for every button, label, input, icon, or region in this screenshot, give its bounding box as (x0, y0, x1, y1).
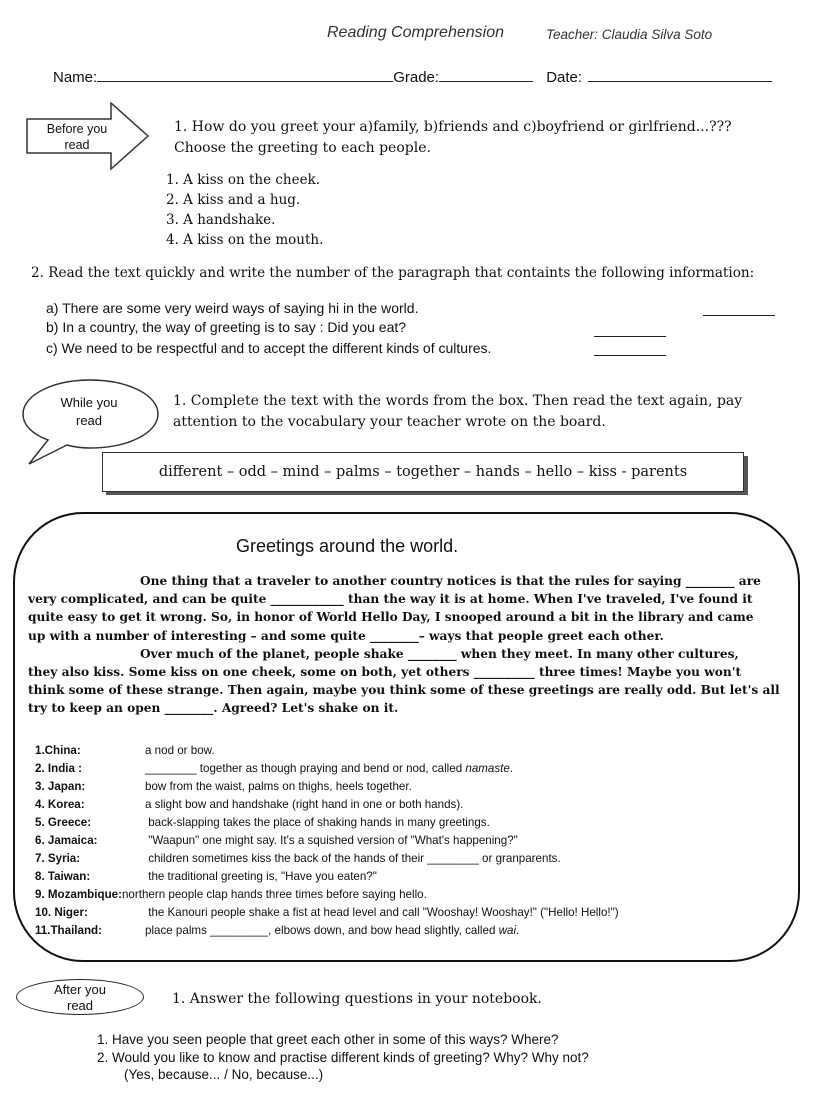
word-box: different – odd – mind – palms – together – hands – hello – kiss - parents (102, 452, 744, 492)
passage-line: quite easy to get it wrong. So, in honor of World Hello Day, I snooped around a bit in the library and came (28, 610, 754, 625)
question-1: 1. How do you greet your a)family, b)friends and c)boyfriend or girlfriend...??? (174, 119, 732, 135)
option-item: 2. A kiss and a hug. (166, 192, 301, 208)
question-item: 2. Would you like to know and practise different kinds of greeting? Why? Why not? (97, 1049, 589, 1065)
item-c-answer-line[interactable] (594, 355, 666, 356)
country-row: 10. Niger: the Kanouri people shake a fist at head level and call "Wooshay! Wooshay!" ("Hello! Hello!") (35, 906, 619, 919)
date-field[interactable] (588, 67, 772, 82)
grade-field[interactable] (439, 67, 533, 82)
country-row: 9. Mozambique:northern people clap hands three times before saying hello. (35, 888, 427, 901)
passage-line: Over much of the planet, people shake ________ when they meet. In many other cultures, (140, 646, 739, 661)
passage-text (28, 572, 794, 718)
passage-line: very complicated, and can be quite ____________ than the way it is at home. When I've traveled, I've found it (28, 592, 753, 607)
option-item: 3. A handshake. (166, 212, 276, 228)
while-instruction-1: 1. Complete the text with the words from the box. Then read the text again, pay (173, 393, 743, 409)
before-you-read-label: Before you read (46, 122, 108, 152)
passage-line: One thing that a traveler to another country notices is that the rules for saying ________ are (140, 574, 761, 588)
country-row: 2. India : ________ together as though praying and bend or nod, called namaste. (35, 762, 514, 775)
student-info-line (53, 67, 772, 86)
date-label: Date: (546, 69, 583, 86)
after-instruction: 1. Answer the following questions in your notebook. (172, 991, 542, 1007)
grade-label: Grade: (393, 69, 440, 86)
item-b-answer-line[interactable] (594, 336, 666, 337)
country-row: 7. Syria: children sometimes kiss the back of the hands of their ________ or granparents. (35, 852, 561, 865)
teacher-name: Teacher: Claudia Silva Soto (546, 27, 713, 42)
while-you-read-label: While you read (60, 395, 118, 428)
greeting-options (166, 170, 323, 250)
country-row: 1.China: a nod or bow. (35, 744, 215, 757)
while-instruction-2: attention to the vocabulary your teacher wrote on the board. (173, 414, 606, 430)
question-1-line-2: Choose the greeting to each people. (174, 140, 431, 156)
country-row: 8. Taiwan: the traditional greeting is, "Have you eaten?" (35, 870, 377, 883)
country-row: 4. Korea: a slight bow and handshake (right hand in one or both hands). (35, 798, 464, 811)
country-row: 5. Greece: back-slapping takes the place of shaking hands in many greetings. (35, 816, 490, 829)
item-a-answer-line[interactable] (703, 315, 775, 316)
question-item: 1. Have you seen people that greet each other in some of this ways? Where? (97, 1032, 559, 1047)
option-item: 1. A kiss on the cheek. (166, 172, 321, 188)
country-row: 11.Thailand: place palms _________, elbows down, and bow head slightly, called wai. (35, 924, 520, 937)
name-field[interactable] (97, 67, 393, 82)
option-item: 4. A kiss on the mouth. (166, 232, 324, 248)
item-a: a) There are some very weird ways of saying hi in the world. (46, 300, 419, 316)
name-label: Name: (53, 69, 98, 86)
question-2: 2. Read the text quickly and write the number of the paragraph that containts the following information: (31, 265, 755, 281)
item-c: c) We need to be respectful and to accept the different kinds of cultures. (46, 340, 492, 356)
item-b: b) In a country, the way of greeting is to say : Did you eat? (46, 319, 407, 335)
passage-line: up with a number of interesting – and some quite ________– ways that people greet each other. (28, 628, 664, 643)
after-you-read-oval: After you read (16, 979, 144, 1015)
question-item-note: (Yes, because... / No, because...) (124, 1067, 324, 1082)
country-row: 3. Japan: bow from the waist, palms on thighs, heels together. (35, 780, 412, 793)
passage-title: Greetings around the world. (236, 536, 459, 556)
passage-line: think some of these strange. Then again, maybe you think some of these greetings are really odd. But let's all (28, 683, 780, 698)
passage-line: try to keep an open ________. Agreed? Let's shake on it. (28, 701, 399, 716)
passage-line: they also kiss. Some kiss on one cheek, some on both, yet others __________ three times! Maybe you won't (28, 665, 742, 680)
country-row: 6. Jamaica: "Waapun" one might say. It's a squished version of "What's happening?" (35, 834, 518, 847)
after-questions (97, 1031, 589, 1084)
worksheet-title: Reading Comprehension (327, 24, 504, 41)
